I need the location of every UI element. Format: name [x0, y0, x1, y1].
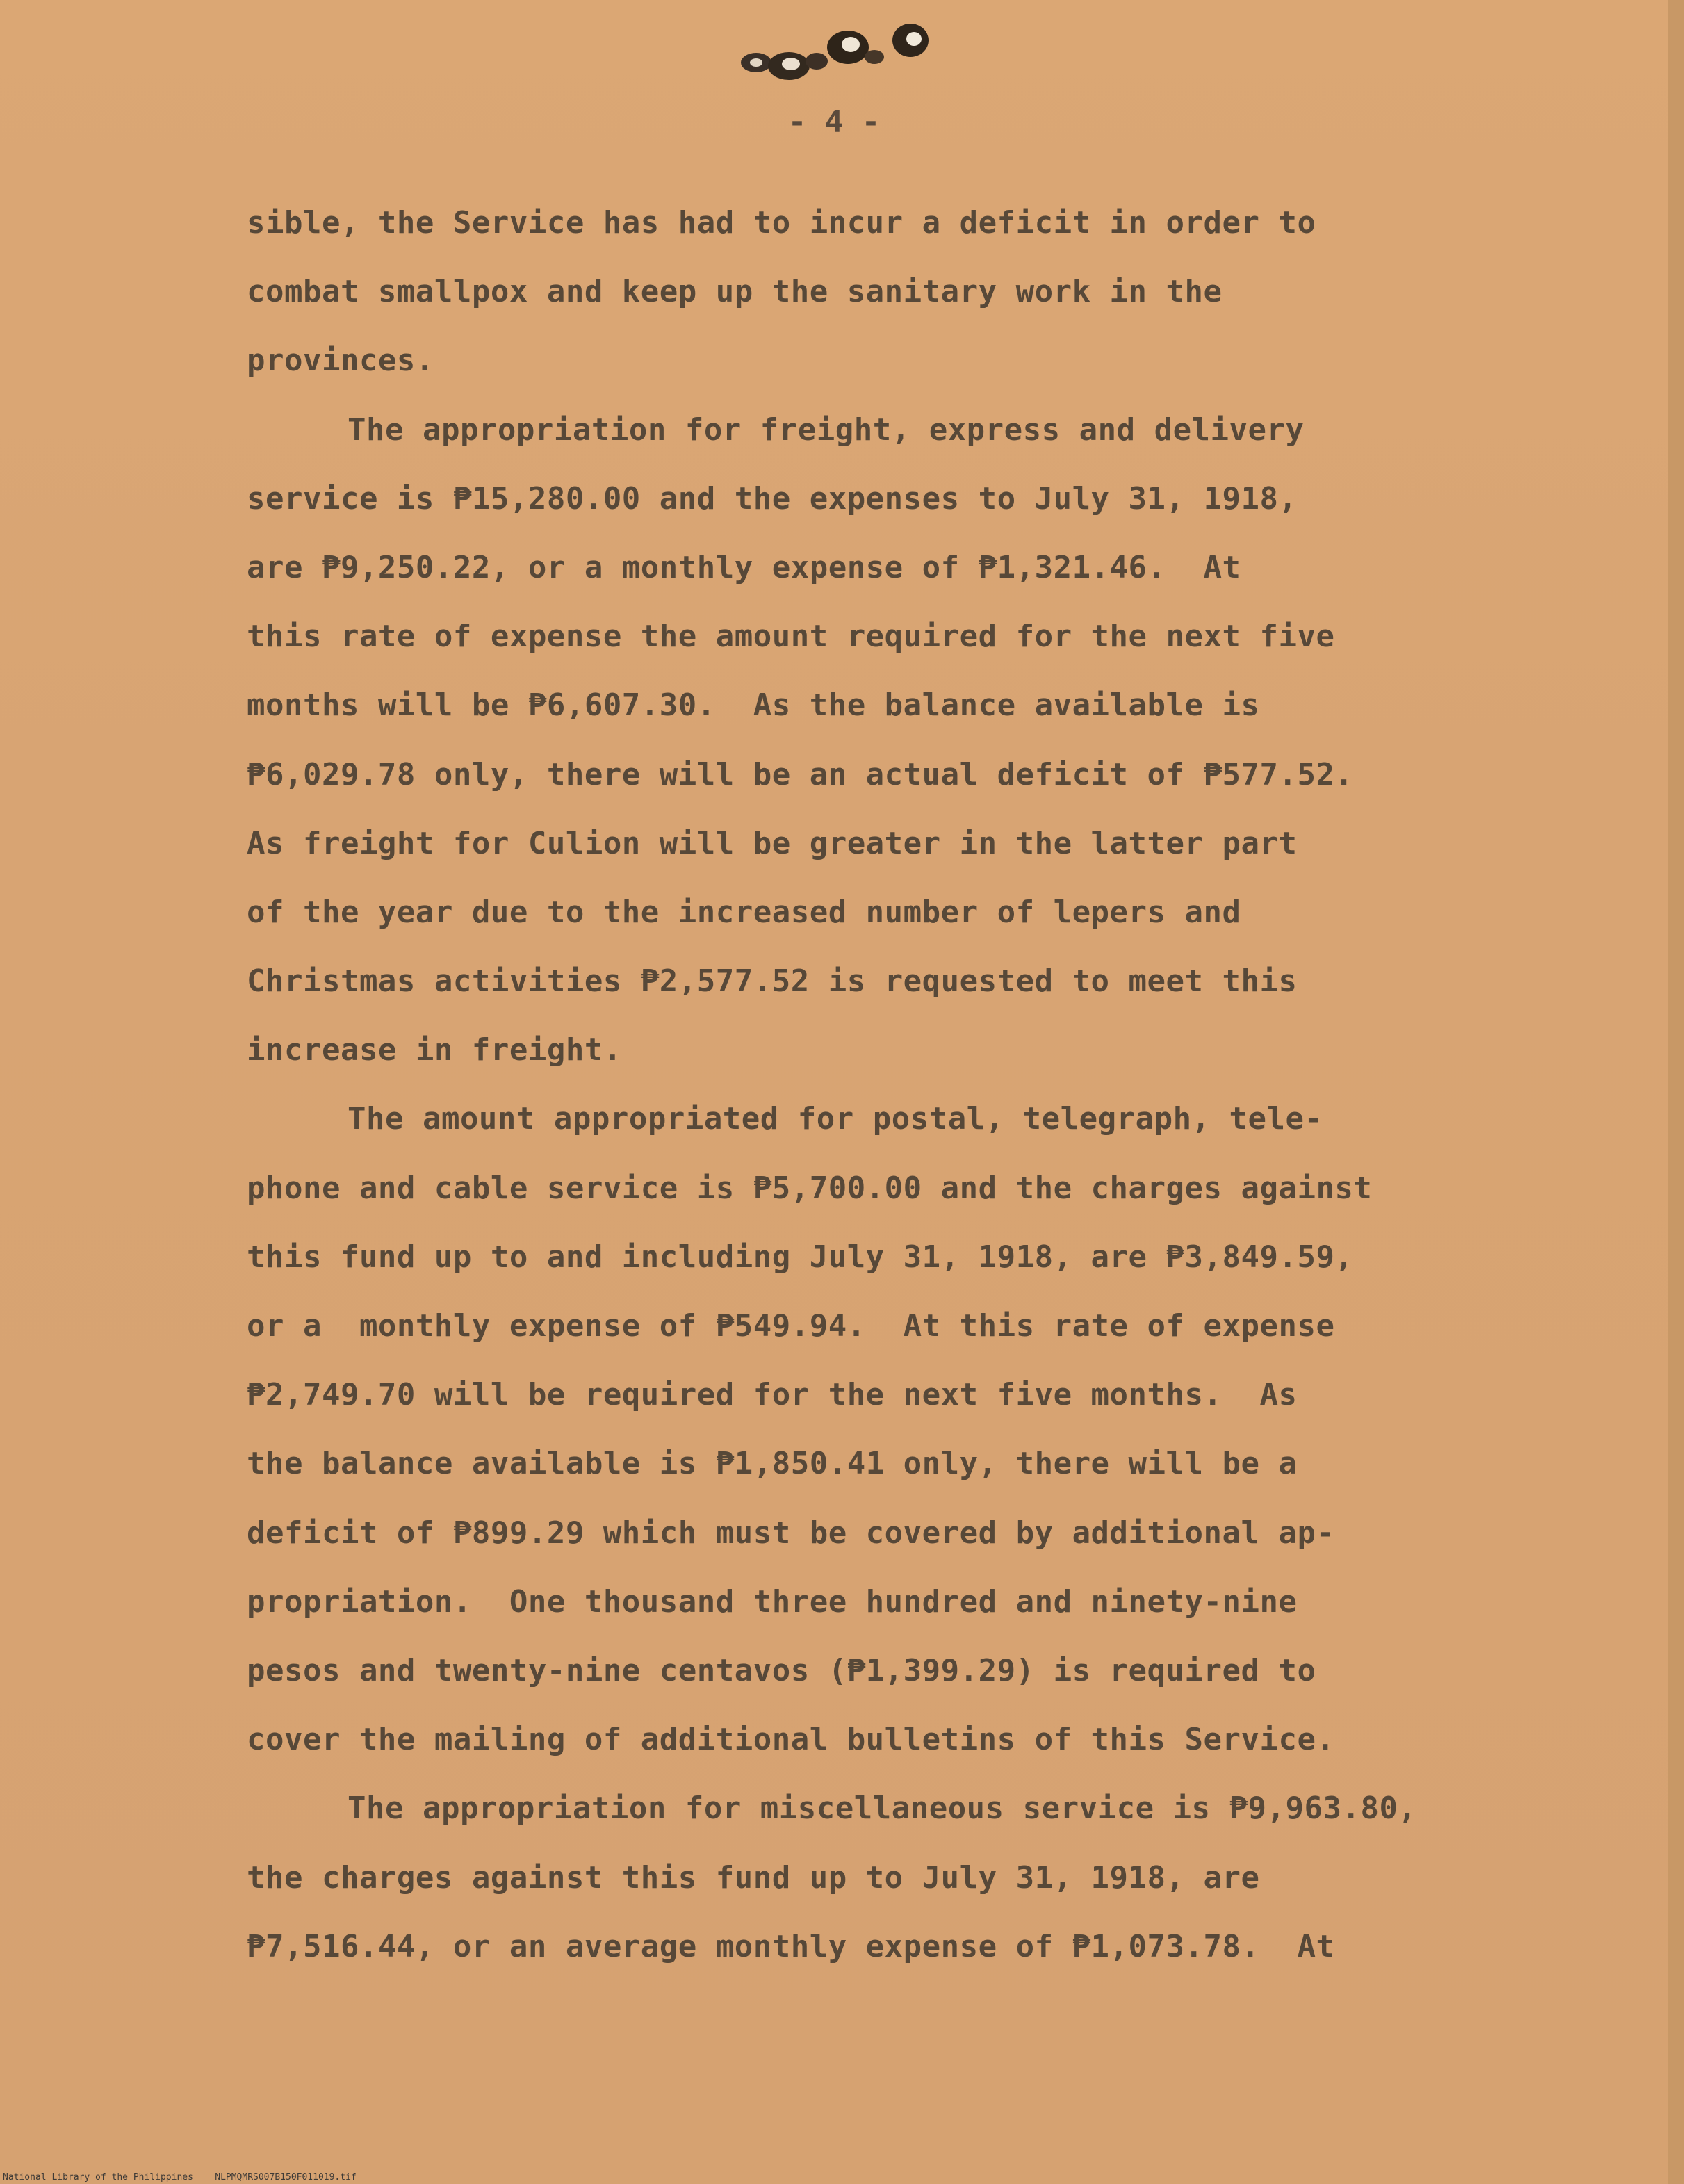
text-line: this rate of expense the amount required for the next five — [247, 619, 1335, 655]
text-line: deficit of ₱899.29 which must be covered by additional ap- — [247, 1515, 1335, 1551]
text-line: provinces. — [247, 343, 434, 379]
text-line: the balance available is ₱1,850.41 only, there will be a — [247, 1446, 1298, 1482]
text-line: sible, the Service has had to incur a deficit in order to — [247, 205, 1316, 241]
text-line: of the year due to the increased number of lepers and — [247, 894, 1241, 930]
scan-edge — [1668, 0, 1684, 2184]
text-line: Christmas activities ₱2,577.52 is requested to meet this — [247, 963, 1298, 1000]
text-line: ₱7,516.44, or an average monthly expense of ₱1,073.78. At — [247, 1928, 1335, 1964]
text-line: ₱2,749.70 will be required for the next five months. As — [247, 1377, 1298, 1413]
text-line: the charges against this fund up to July 31, 1918, are — [247, 1859, 1260, 1896]
text-line: The appropriation for miscellaneous service is ₱9,963.80, — [348, 1791, 1417, 1827]
text-line: are ₱9,250.22, or a monthly expense of ₱1,321.46. At — [247, 549, 1241, 585]
archive-footer: National Library of the Philippines NLPMQMRS007B150F011019.tif — [3, 2172, 357, 2183]
body-text — [247, 200, 1553, 1993]
text-line: months will be ₱6,607.30. As the balance available is — [247, 687, 1260, 724]
text-line: increase in freight. — [247, 1032, 622, 1068]
text-line: The appropriation for freight, express and delivery — [348, 411, 1305, 448]
text-line: cover the mailing of additional bulletins of this Service. — [247, 1722, 1335, 1758]
text-line: this fund up to and including July 31, 1918, are ₱3,849.59, — [247, 1239, 1354, 1275]
text-line: or a monthly expense of ₱549.94. At this rate of expense — [247, 1308, 1335, 1344]
text-line: The amount appropriated for postal, telegraph, tele- — [348, 1101, 1323, 1137]
text-line: As freight for Culion will be greater in the latter part — [247, 825, 1298, 861]
text-line: propriation. One thousand three hundred and ninety-nine — [247, 1583, 1298, 1620]
text-line: phone and cable service is ₱5,700.00 and the charges against — [247, 1170, 1373, 1206]
page-number: - 4 - — [787, 104, 881, 140]
punch-holes-mark — [723, 14, 973, 90]
text-line: pesos and twenty-nine centavos (₱1,399.29) is required to — [247, 1652, 1316, 1688]
text-line: combat smallpox and keep up the sanitary work in the — [247, 274, 1223, 310]
text-line: ₱6,029.78 only, there will be an actual deficit of ₱577.52. — [247, 756, 1354, 792]
text-line: service is ₱15,280.00 and the expenses to July 31, 1918, — [247, 480, 1298, 516]
